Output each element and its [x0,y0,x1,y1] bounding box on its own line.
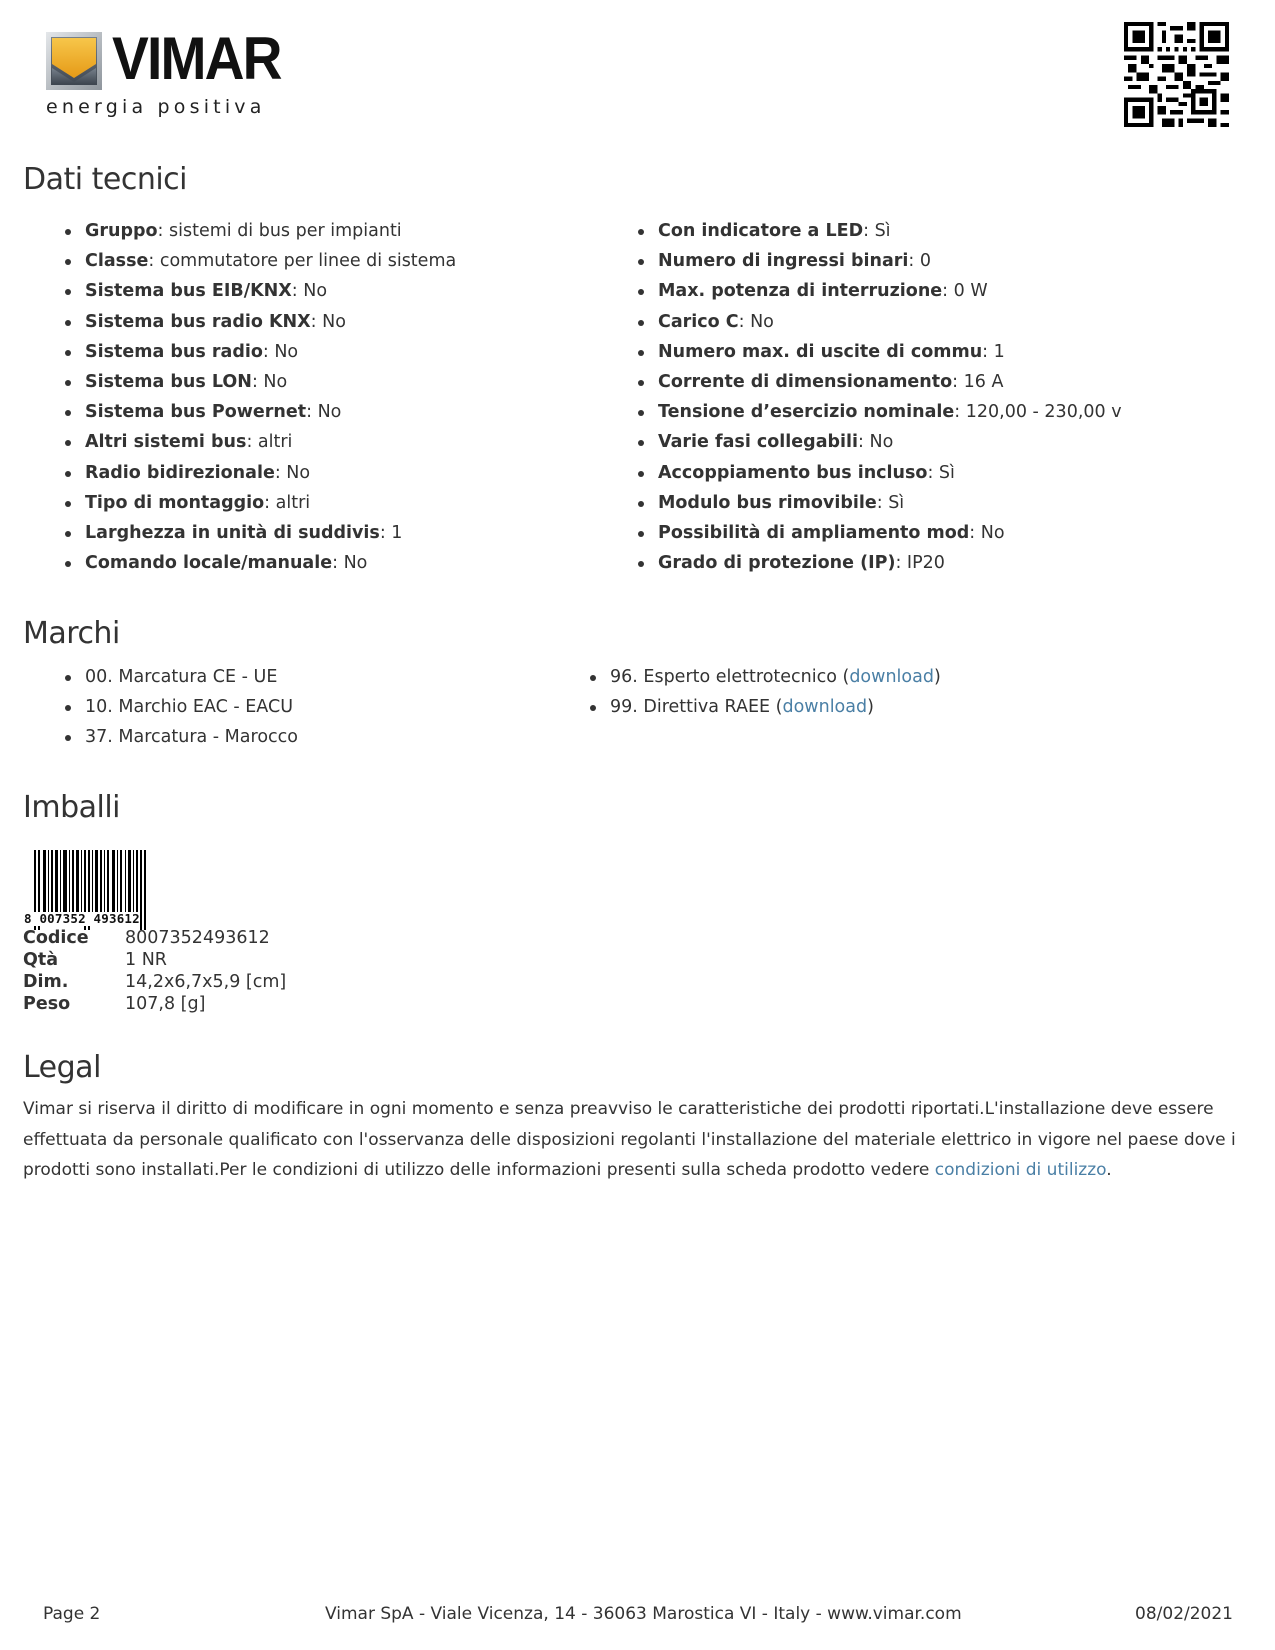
mark-item: 99. Direttiva RAEE (download) [590,692,941,722]
spec-item: Max. potenza di interruzione: 0 W [638,276,1122,306]
spec-item: Numero max. di uscite di commu: 1 [638,337,1122,367]
spec-item: Altri sistemi bus: altri [65,427,456,457]
barcode-number: 8 007352 493612 [24,911,140,926]
packaging-table [23,927,286,1015]
download-link-direttiva-raee[interactable]: download [782,697,868,718]
spec-item: Possibilità di ampliamento mod: No [638,518,1122,548]
spec-item: Sistema bus radio KNX: No [65,307,456,337]
spec-item: Con indicatore a LED: Sì [638,216,1122,246]
vimar-logo [46,25,286,120]
company-address: Vimar SpA - Viale Vicenza, 14 - 36063 Marostica VI - Italy - www.vimar.com [325,1604,962,1624]
spec-item: Varie fasi collegabili: No [638,427,1122,457]
spec-item: Numero di ingressi binari: 0 [638,246,1122,276]
spec-item: Tipo di montaggio: altri [65,488,456,518]
section-title-marchi: Marchi [23,616,120,651]
marks-left-list [65,662,298,753]
tech-specs-right-list [638,216,1122,578]
spec-item: Sistema bus EIB/KNX: No [65,276,456,306]
spec-item: Corrente di dimensionamento: 16 A [638,367,1122,397]
footer-date: 08/02/2021 [1135,1604,1233,1624]
spec-item: Gruppo: sistemi di bus per impianti [65,216,456,246]
tech-specs-left-list [65,216,456,578]
brand-tagline: energia positiva [46,96,266,118]
mark-item: 00. Marcatura CE - UE [65,662,298,692]
spec-item: Comando locale/manuale: No [65,548,456,578]
table-row: Peso 107,8 [g] [23,994,206,1014]
spec-item: Grado di protezione (IP): IP20 [638,548,1122,578]
terms-of-use-link[interactable]: condizioni di utilizzo [934,1160,1107,1180]
page-number: Page 2 [43,1604,101,1624]
mark-item: 10. Marchio EAC - EACU [65,692,298,722]
vimar-shield-icon [46,32,102,90]
section-title-imballi: Imballi [23,790,121,825]
section-title-dati-tecnici: Dati tecnici [23,162,188,197]
table-row: Dim. 14,2x6,7x5,9 [cm] [23,972,287,992]
download-link-esperto-elettrotecnico[interactable]: download [849,667,934,687]
marks-right-list [590,662,941,722]
legal-paragraph: Vimar si riserva il diritto di modificare in ogni momento e senza preavviso le caratteristiche dei prodotti riportati.L'installazione deve essere effettuata da personale qualificato con l'osservanza delle disposizioni regolanti l'installazione del materiale elettrico in vigore nel paese dove i prodotti sono installati.Per le condizioni di utilizzo delle informazioni presenti sulla scheda prodotto vedere condizioni di utilizzo. [23,1099,1236,1180]
brand-name: VIMAR [112,25,281,92]
table-row: Codice 8007352493612 [23,928,270,948]
mark-item: 37. Marcatura - Marocco [65,722,298,752]
spec-item: Sistema bus Powernet: No [65,397,456,427]
spec-item: Radio bidirezionale: No [65,458,456,488]
table-row: Qtà 1 NR [23,950,167,970]
spec-item: Accoppiamento bus incluso: Sì [638,458,1122,488]
spec-item: Sistema bus radio: No [65,337,456,367]
spec-item: Larghezza in unità di suddivis: 1 [65,518,456,548]
spec-item: Modulo bus rimovibile: Sì [638,488,1122,518]
spec-item: Tensione d’esercizio nominale: 120,00 - 230,00 v [638,397,1122,427]
qr-code-icon [1124,22,1229,127]
section-title-legal: Legal [23,1050,101,1085]
spec-item: Classe: commutatore per linee di sistema [65,246,456,276]
spec-item: Carico C: No [638,307,1122,337]
mark-item: 96. Esperto elettrotecnico (download) [590,662,941,692]
spec-item: Sistema bus LON: No [65,367,456,397]
